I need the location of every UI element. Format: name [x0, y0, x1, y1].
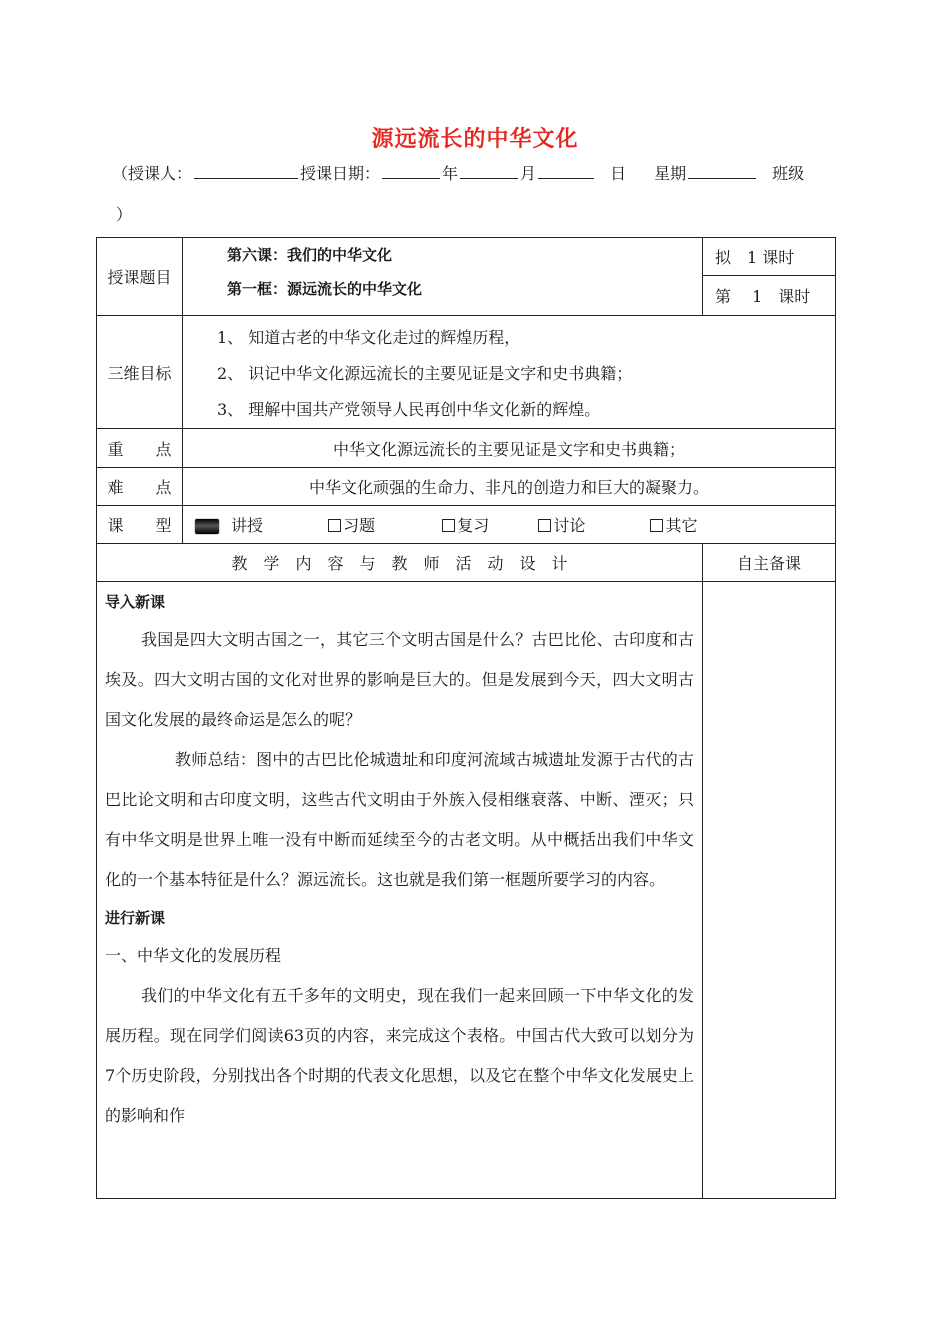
- intro-heading: 导入新课: [105, 593, 166, 611]
- teacher-label: （授课人：: [112, 164, 193, 183]
- checkbox-icon: [328, 519, 341, 532]
- goals-cell: [183, 316, 836, 429]
- meta-close-paren: ）: [116, 205, 133, 224]
- goal-item: 3、 理解中国共产党领导人民再创中华文化新的辉煌。: [217, 400, 601, 419]
- teacher-blank[interactable]: [194, 160, 298, 179]
- year-blank[interactable]: [382, 160, 440, 179]
- type-option-exercise[interactable]: 习题: [328, 516, 375, 535]
- lesson-meta-line: [112, 160, 842, 187]
- goal-item: 1、 知道古老的中华文化走过的辉煌历程，: [217, 328, 521, 347]
- checkbox-icon: [538, 519, 551, 532]
- date-label: 授课日期：: [300, 164, 381, 183]
- weekday-blank[interactable]: [688, 160, 756, 179]
- day-blank[interactable]: [538, 160, 594, 179]
- section-heading: 一、中华文化的发展历程: [105, 946, 282, 965]
- type-option-lecture[interactable]: 讲授: [195, 516, 263, 535]
- current-hour: 第 1 课时: [703, 276, 836, 316]
- month-blank[interactable]: [460, 160, 518, 179]
- lesson-name: 第六课：我们的中华文化: [227, 246, 393, 264]
- intro-paragraph: 我国是四大文明古国之一，其它三个文明古国是什么？古巴比伦、古印度和古埃及。四大文明古国的文化对世界的影响是巨大的。但是发展到今天，四大文明古国文化发展的最终命运是怎么的呢？: [105, 630, 694, 729]
- planned-hours: 拟 1 课时: [703, 238, 836, 276]
- teaching-content-cell: [97, 582, 703, 1199]
- section-name: 第一框：源远流长的中华文化: [227, 280, 423, 298]
- key-point-label: 重 点: [97, 429, 183, 468]
- self-prep-header: 自主备课: [703, 544, 836, 582]
- checkbox-icon: [442, 519, 455, 532]
- type-option-review[interactable]: 复习: [442, 516, 489, 535]
- topic-label: 授课题目: [97, 238, 183, 316]
- difficulty-label: 难 点: [97, 468, 183, 506]
- weekday-label: 星期: [654, 164, 687, 183]
- content-header: 教 学 内 容 与 教 师 活 动 设 计: [97, 544, 703, 582]
- lesson-type-label: 课 型: [97, 506, 183, 544]
- key-point-text: 中华文化源远流长的主要见证是文字和史书典籍；: [183, 429, 836, 468]
- checkbox-icon: [650, 519, 663, 532]
- lesson-plan-table: [96, 237, 836, 1199]
- topic-cell: [183, 238, 703, 316]
- type-option-other[interactable]: 其它: [650, 516, 697, 535]
- development-paragraph: 我们的中华文化有五千多年的文明史，现在我们一起来回顾一下中华文化的发展历程。现在同学们阅读63页的内容，来完成这个表格。中国古代大致可以划分为7个历史阶段，分别找出各个时期的代表文化思想，以及它在整个中华文化发展史上的影响和作: [105, 986, 694, 1125]
- teacher-summary-paragraph: 教师总结：图中的古巴比伦城遗址和印度河流域古城遗址发源于古代的古巴比论文明和古印度文明，这些古代文明由于外族入侵相继衰落、中断、湮灭；只有中华文明是世界上唯一没有中断而延续至今的古老文明。从中概括出我们中华文化的一个基本特征是什么？源远流长。这也就是我们第一框题所要学习的内容。: [105, 750, 694, 889]
- class-label: 班级: [772, 164, 805, 183]
- lesson-type-options: [183, 506, 836, 544]
- self-prep-cell[interactable]: [703, 582, 836, 1199]
- new-lesson-heading: 进行新课: [105, 909, 166, 927]
- document-title: 源远流长的中华文化: [371, 127, 579, 152]
- year-label: 年: [442, 164, 459, 183]
- difficulty-text: 中华文化顽强的生命力、非凡的创造力和巨大的凝聚力。: [183, 468, 836, 506]
- type-option-discussion[interactable]: 讨论: [538, 516, 585, 535]
- month-label: 月: [520, 164, 537, 183]
- goals-label: 三维目标: [97, 316, 183, 429]
- goal-item: 2、 识记中华文化源远流长的主要见证是文字和史书典籍；: [217, 364, 633, 383]
- day-label: 日: [610, 164, 627, 183]
- checked-box-icon: [195, 519, 219, 534]
